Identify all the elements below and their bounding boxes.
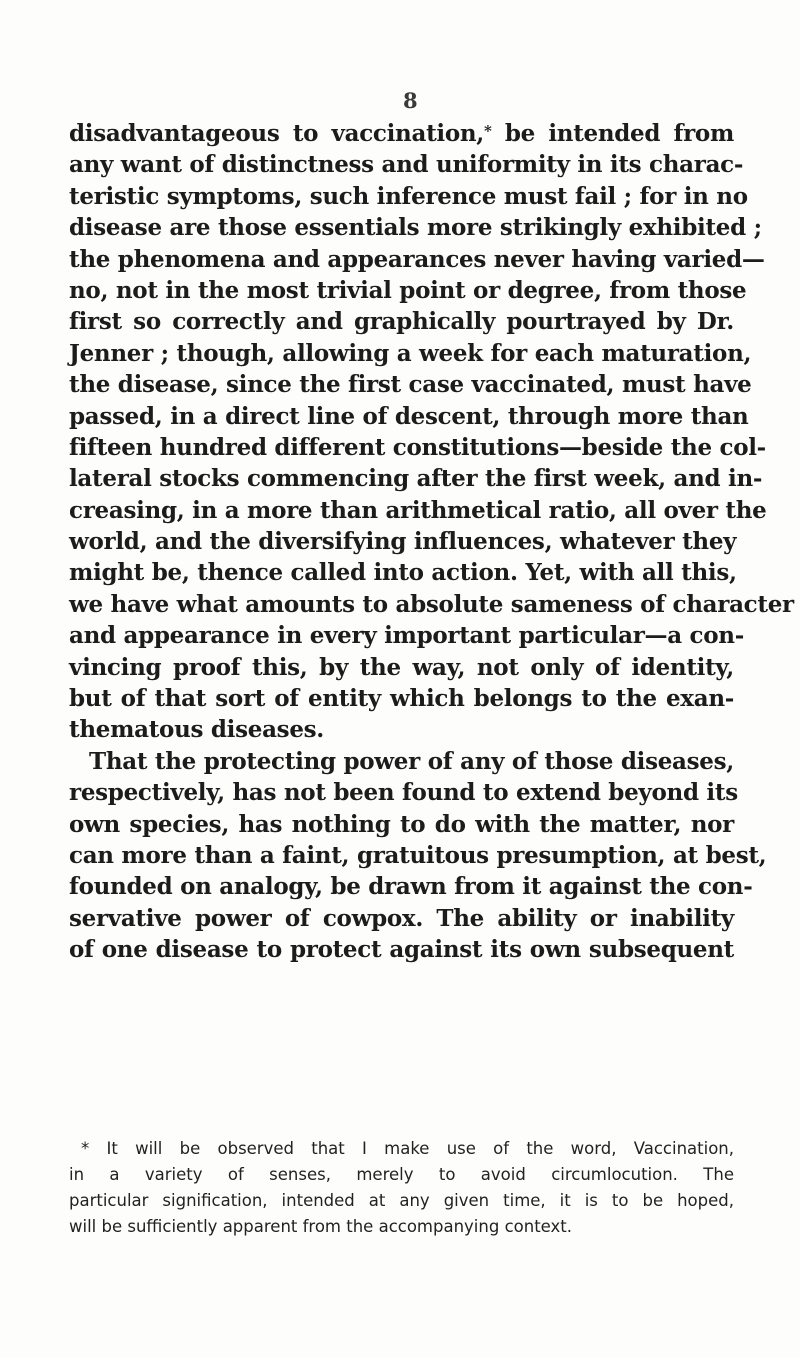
text-line: world, and the diversifying influences, whatever they bbox=[69, 528, 737, 556]
page-number: 8 bbox=[403, 88, 418, 113]
text-line: fifteen hundred different constitutions—beside the col- bbox=[69, 433, 766, 461]
text-line: servative power of cowpox. The ability or inability bbox=[69, 904, 734, 932]
text-line: founded on analogy, be drawn from it against the con- bbox=[69, 873, 753, 901]
text-line: the phenomena and appearances never having varied— bbox=[69, 245, 765, 273]
text-line-end: be intended from bbox=[504, 120, 734, 147]
footnote bbox=[69, 1136, 734, 1240]
text-line: can more than a faint, gratuitous presumption, at best, bbox=[69, 841, 767, 869]
text-line: the disease, since the first case vaccinated, must have bbox=[69, 371, 752, 399]
text-line: creasing, in a more than arithmetical ratio, all over the bbox=[69, 496, 767, 524]
text-line: own species, has nothing to do with the matter, nor bbox=[69, 810, 734, 838]
text-line: That the protecting power of any of those diseases, bbox=[89, 747, 734, 775]
text-line bbox=[69, 118, 734, 149]
text-line: any want of distinctness and uniformity in its charac- bbox=[69, 151, 744, 179]
text-line: teristic symptoms, such inference must fail ; for in no bbox=[69, 182, 748, 210]
text-line: might be, thence called into action. Yet, with all this, bbox=[69, 559, 737, 587]
text-line: lateral stocks commencing after the first week, and in- bbox=[69, 465, 763, 493]
text-line: no, not in the most trivial point or degree, from those bbox=[69, 276, 747, 304]
body-text bbox=[69, 118, 794, 966]
footnote-line: * It will be observed that I make use of the word, Vaccination, bbox=[81, 1139, 734, 1158]
text-line: disease are those essentials more strikingly exhibited ; bbox=[69, 214, 762, 242]
text-line: Jenner ; though, allowing a week for each maturation, bbox=[69, 339, 752, 367]
text-line: but of that sort of entity which belongs to the exan- bbox=[69, 685, 734, 713]
footnote-line: will be sufficiently apparent from the accompanying context. bbox=[69, 1217, 573, 1236]
footnote-line: particular signification, intended at any given time, it is to be hoped, bbox=[69, 1191, 734, 1210]
text-line: first so correctly and graphically pourtrayed by Dr. bbox=[69, 308, 734, 336]
text-line: respectively, has not been found to extend beyond its bbox=[69, 779, 738, 807]
text-line-start: disadvantageous to vaccination, bbox=[69, 120, 484, 147]
text-line: of one disease to protect against its own subsequent bbox=[69, 936, 734, 964]
text-line: vincing proof this, by the way, not only of identity, bbox=[69, 653, 734, 681]
footnote-marker: * bbox=[484, 122, 492, 140]
footnote-line: in a variety of senses, merely to avoid circumlocution. The bbox=[69, 1165, 734, 1184]
text-line: and appearance in every important particular—a con- bbox=[69, 622, 744, 650]
text-line: thematous diseases. bbox=[69, 716, 325, 744]
text-line: passed, in a direct line of descent, through more than bbox=[69, 402, 749, 430]
text-line: we have what amounts to absolute sameness of character bbox=[69, 590, 794, 618]
